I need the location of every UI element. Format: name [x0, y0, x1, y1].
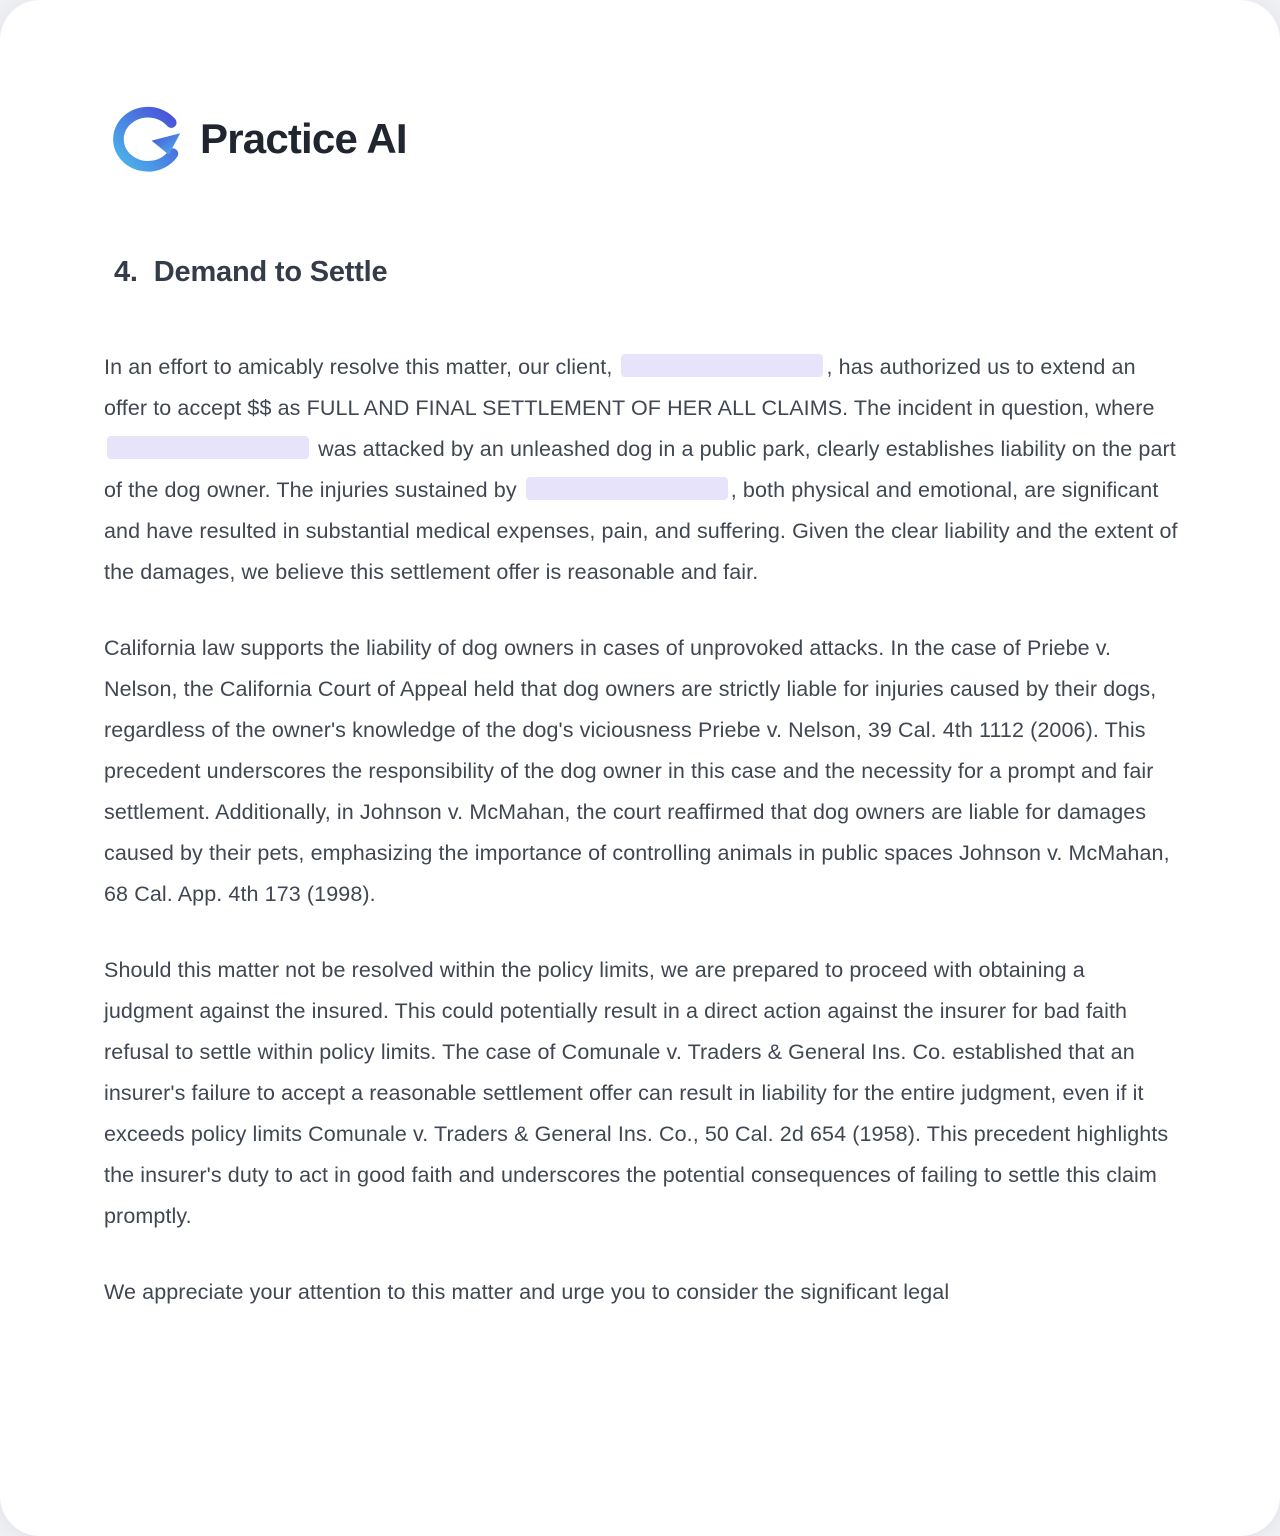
practiceai-logo	[104, 106, 1180, 172]
paragraph: California law supports the liability of dog owners in cases of unprovoked attacks. In the case of Priebe v. Nelson, the California Court of Appeal held that dog owners are strictly liable for injuries caused by their dogs, regardless of the owner's knowledge of the dog's viciousness Priebe v. Nelson, 39 Cal. 4th 1112 (2006). This precedent underscores the responsibility of the dog owner in this case and the necessity for a prompt and fair settlement. Additionally, in Johnson v. McMahan, the court reaffirmed that dog owners are liable for damages caused by their pets, emphasizing the importance of controlling animals in public spaces Johnson v. McMahan, 68 Cal. App. 4th 173 (1998).	[104, 636, 1170, 906]
document-body	[104, 347, 1180, 1313]
paragraph: Should this matter not be resolved within the policy limits, we are prepared to proceed with obtaining a judgment against the insured. This could potentially result in a direct action against the insurer for bad faith refusal to settle within policy limits. The case of Comunale v. Traders & General Ins. Co. established that an insurer's failure to accept a reasonable settlement offer can result in liability for the entire judgment, even if it exceeds policy limits Comunale v. Traders & General Ins. Co., 50 Cal. 2d 654 (1958). This precedent highlights the insurer's duty to act in good faith and underscores the potential consequences of failing to settle this claim promptly.	[104, 958, 1169, 1228]
section-heading	[104, 256, 1180, 289]
paragraph: We appreciate your attention to this matter and urge you to consider the significant legal	[104, 1280, 950, 1304]
brand-text: Practice AI	[200, 115, 407, 162]
redacted-text	[107, 436, 309, 459]
redacted-text	[526, 477, 728, 500]
practiceai-swoosh-icon	[104, 106, 186, 172]
section-number: 4.	[114, 256, 138, 288]
redacted-text	[621, 354, 823, 377]
paragraph: In an effort to amicably resolve this matter, our client, , has authorized us to extend an offer to accept $$ as FULL AND FINAL SETTLEMENT OF HER ALL CLAIMS. The incident in question, where was attacked by an unleashed dog in a public park, clearly establishes liability on the part of the dog owner. The injuries sustained by , both physical and emotional, are significant and have resulted in substantial medical expenses, pain, and suffering. Given the clear liability and the extent of the damages, we believe this settlement offer is reasonable and fair.	[104, 355, 1178, 584]
section-title: Demand to Settle	[153, 256, 388, 288]
